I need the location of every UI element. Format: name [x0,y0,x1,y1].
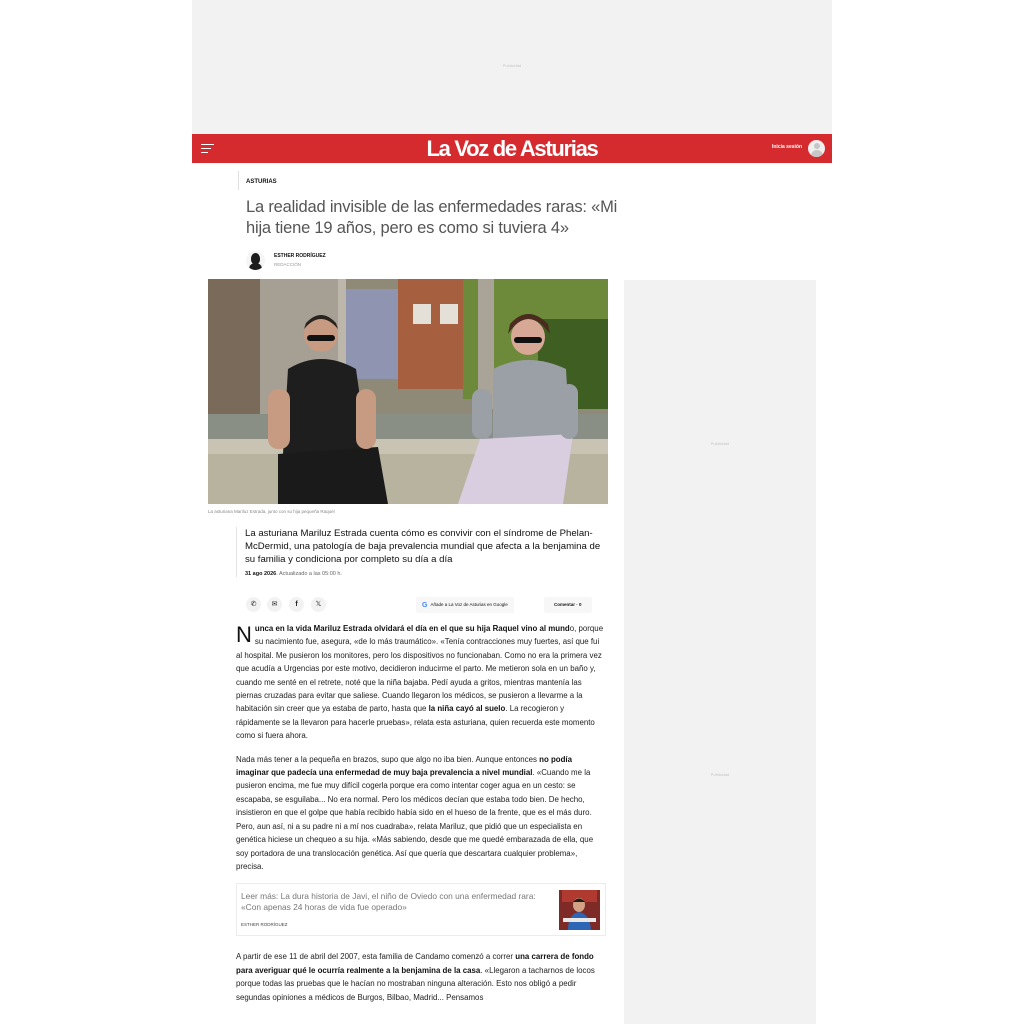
author-name[interactable]: ESTHER RODRÍGUEZ [274,253,326,259]
comment-button[interactable]: Comentar · 0 [544,597,592,613]
photo-caption: La asturiana Mariluz Estrada, junto con su hija pequeña Raquel [208,509,335,514]
article-paragraph: Nada más tener a la pequeña en brazos, supo que algo no iba bien. Aunque entonces no podía imaginar que padecía una enfermedad de muy baja prevalencia a nivel mundial. «Cuando me la pusieron encima, me fue muy difícil cogerla porque era como intentar coger agua en un cesto: se escapaba, se esguilaba... No era normal. Pero los médicos decían que estaba todo bien. De hecho, insistieron en que el golpe que había recibido había sido en el hueso de la frente, que es el más duro. Pero, aun así, ni a su padre ni a mí nos cuadraba», relata Mariluz, que pidió que un especialista en genética hiciese un chequeo a su hija. «Más sabiendo, desde que me quedé embarazada de ella, que soy portadora de una translocación genética. Así que quería que descartara cualquier problema», precisa. [236,754,594,871]
whatsapp-icon[interactable]: ✆ [246,597,261,612]
related-article-thumbnail[interactable] [559,890,600,930]
related-article-link[interactable]: Leer más: La dura historia de Javi, el niño de Oviedo con una enfermedad rara: «Con apenas 24 horas de vida fue operado» [241,891,536,913]
section-kicker[interactable]: ASTURIAS [238,171,277,190]
mail-icon[interactable]: ✉ [267,597,282,612]
ad-label: Publicidad [502,63,522,68]
article-subtitle: La asturiana Mariluz Estrada cuenta cómo es convivir con el síndrome de Phelan-McDermid, una patología de baja prevalencia mundial que afecta a la benjamina de su familia y condiciona por completo su día a día [245,528,601,566]
add-google-button[interactable] [416,597,514,613]
site-header [192,134,832,163]
ad-label: Publicidad [710,772,730,777]
article-body [236,622,606,1014]
top-ad-banner [192,0,832,134]
user-avatar-icon[interactable] [808,140,825,157]
article-paragraph: Nunca en la vida Mariluz Estrada olvidará el día en el que su hija Raquel vino al mundo, porque su nacimiento fue, asegura, «de lo más traumático». «Tenía contracciones muy fuertes, así que fui al hospital. Me pusieron los monitores, pero los dispositivos no funcionaban. Como no era la primera vez que acudía a Urgencias por este motivo, decidieron inducirme el parto. Me metieron sola en un baño y, cuando me senté en el retrete, noté que la niña bajaba. Pedí ayuda a gritos, mientras mantenía las piernas cruzadas para evitar que saliese. Cuando llegaron los médicos, se pusieron a llevarme a la habitación sin creer que ya estaba de parto, hasta que la niña cayó al suelo. La recogieron y rápidamente se la llevaron para hacerle pruebas», relata esta asturiana, quien recuerda este momento como si fuera ahora. [236,622,604,741]
article-summary [236,527,606,577]
author-role: REDACCIÓN [274,262,302,267]
hamburger-menu-icon[interactable] [201,144,214,153]
update-time: . Actualizado a las 05:00 h. [276,570,342,577]
ad-label: Publicidad [710,441,730,446]
site-logo[interactable]: La Voz de Asturias [426,136,598,161]
article-meta [245,571,606,577]
x-icon[interactable]: 𝕏 [311,597,326,612]
login-link[interactable]: Inicia sesión [771,144,802,150]
google-icon: G [422,602,428,609]
sidebar-ad [624,280,816,1024]
article-headline: La realidad invisible de las enfermedades raras: «Mi hija tiene 19 años, pero es como si tuviera 4» [246,198,618,237]
drop-cap: N [236,622,252,647]
share-bar [244,594,604,616]
article-photo [208,279,608,504]
google-button-label: Añade a La Voz de Asturias en Google [430,602,508,607]
related-article-author: ESTHER RODRÍGUEZ [241,922,288,928]
author-avatar [246,251,265,270]
publish-date: 31 ago 2026 [245,570,277,577]
related-article[interactable] [236,883,606,936]
facebook-icon[interactable]: f [289,597,304,612]
article-paragraph: A partir de ese 11 de abril del 2007, esta familia de Candamo comenzó a correr una carrera de fondo para averiguar qué le ocurría realmente a la benjamina de la casa. «Llegaron a tacharnos de locos porque todas las pruebas que le hacían no mostraban ninguna alteración. Esto nos obligó a pedir segundas opiniones a médicos de Burgos, Bilbao, Madrid... Pensamos [236,952,595,1002]
